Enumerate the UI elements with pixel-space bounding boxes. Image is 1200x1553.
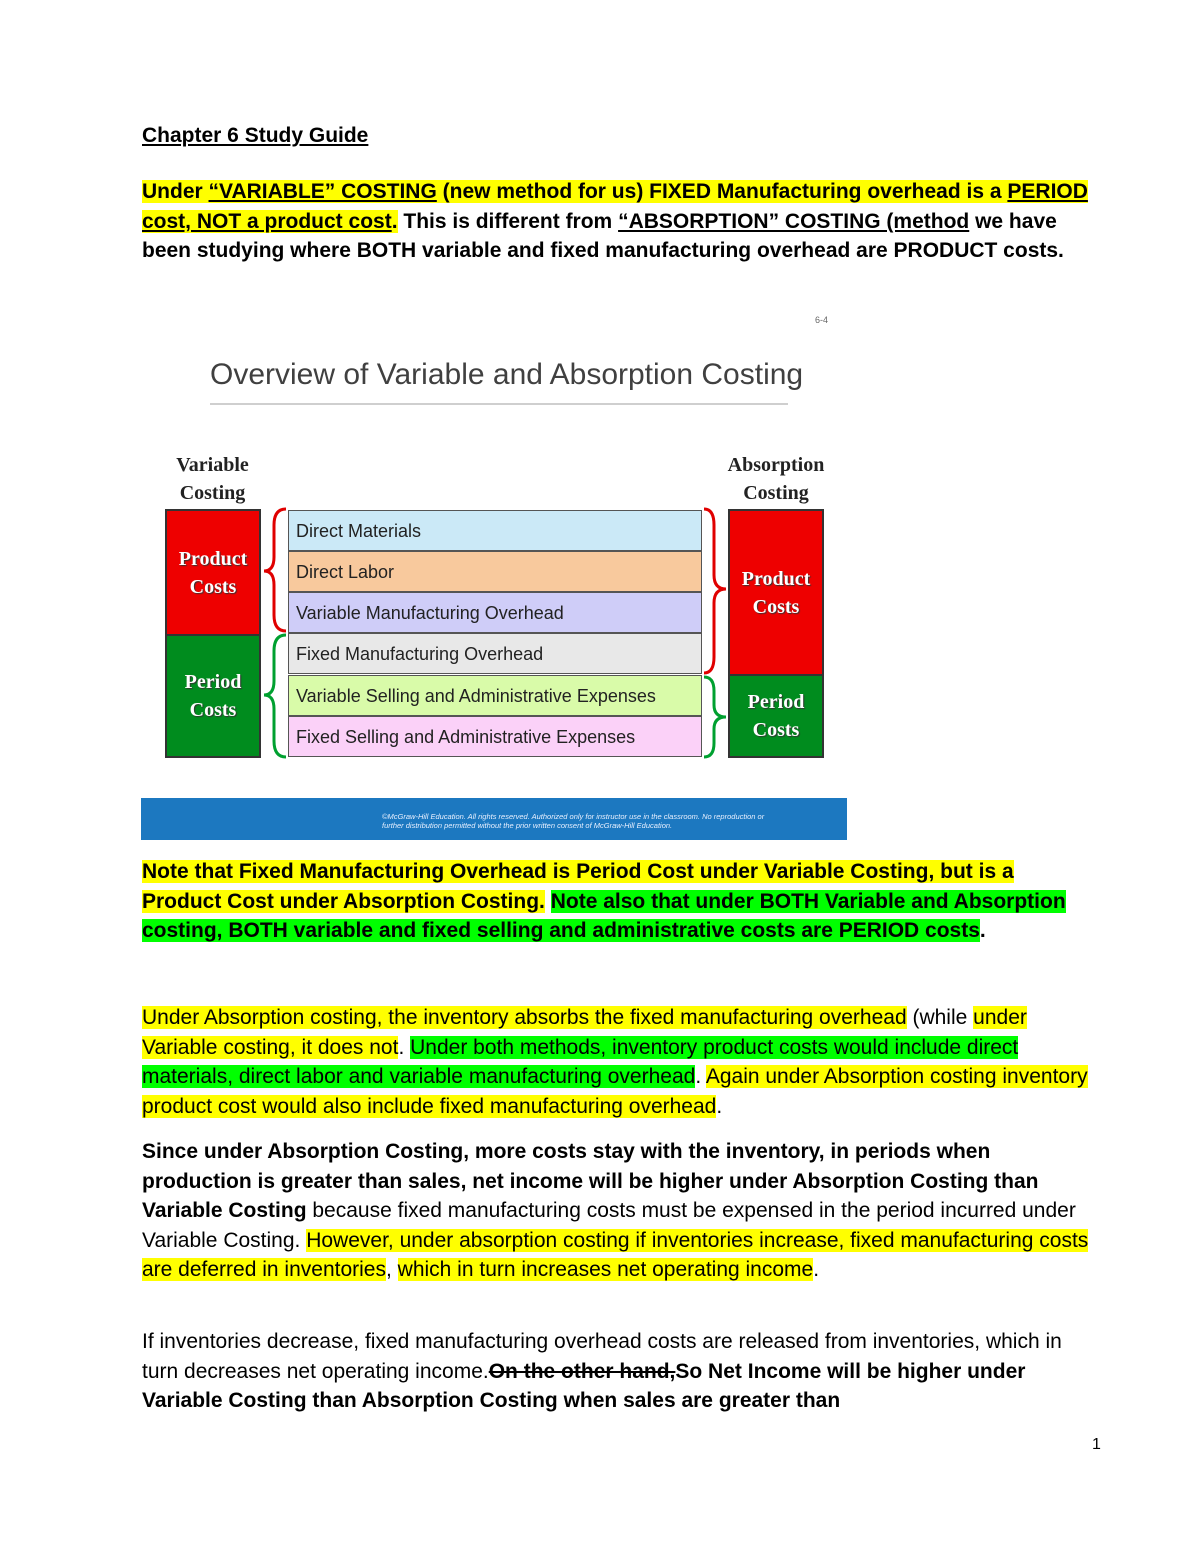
absorption-costing-term: “ABSORPTION” COSTING (method (618, 209, 970, 233)
right-product-brace (704, 509, 726, 673)
net-income-text: because fixed manufacturing costs must be expensed in the period incurred under Variable Costing. (142, 1199, 1076, 1252)
left-product-brace (264, 509, 286, 631)
slide-divider (210, 403, 788, 405)
intro-text: we have been studying where BOTH variable and fixed manufacturing overhead are PRODUCT costs. (142, 209, 1064, 263)
cost-row-fixed-selling-admin: Fixed Selling and Administrative Expenses (288, 716, 702, 757)
intro-text: Under (142, 180, 209, 203)
inventory-text: under Variable costing, it does not (142, 1006, 1027, 1059)
slide-number: 6-4 (815, 315, 829, 325)
right-braces (700, 505, 734, 765)
decrease-text: If inventories decrease, fixed manufacturing overhead costs are released from inventories, which in turn decreases net operating income. (142, 1330, 1062, 1383)
absorption-period-costs-box: Period Costs (728, 674, 824, 758)
period-cost-term: PERIOD cost, NOT a product cost (142, 180, 1088, 233)
variable-costing-heading: Variable Costing (176, 454, 249, 504)
intro-paragraph (142, 177, 1097, 266)
left-period-brace (264, 635, 286, 757)
net-income-paragraph: Since under Absorption Costing, more costs stay with the inventory, in periods when production is greater than sales, net income will be higher under Absorption Costing than Variable Costing because fixed manufacturing costs must be expensed in the period incurred under Variable Costing. However, under absorption costing if inventories increase, fixed manufacturing costs are deferred in inventories, which in turn increases net operating income. (142, 1140, 1089, 1282)
cost-row-direct-labor: Direct Labor (288, 551, 702, 592)
intro-text: . (391, 209, 398, 233)
inventory-text: Under both methods, inventory product costs would include direct materials, direct labor and variable manufacturing overhead (142, 1035, 1019, 1089)
cost-row-direct-materials: Direct Materials (288, 510, 702, 551)
net-income-text: Since under Absorption Costing, more costs stay with the inventory, in periods when production is greater than sales, net income will be higher under Absorption Costing than Variable Costing (142, 1140, 1039, 1223)
note-text: Note that Fixed Manufacturing Overhead is Period Cost under Variable Costing, but is a Product Cost under Absorption Costing. (142, 860, 1014, 913)
intro-text: This is different from (397, 209, 619, 233)
decrease-text: So Net Income will be higher under Variable Costing than Absorption Costing when sales are greater than (142, 1359, 1026, 1413)
note-paragraph (142, 857, 1097, 946)
decrease-paragraph (142, 1327, 1097, 1416)
copyright-notice: ©McGraw-Hill Education. All rights reserved. Authorized only for instructor use in the classroom. No reproduction or further distribution permitted without the prior written consent of McGraw-Hill Education. (382, 812, 765, 830)
inventory-paragraph: Under Absorption costing, the inventory absorbs the fixed manufacturing overhead (while under Variable costing, it does not. Under both methods, inventory product costs would include direct materials, direct labor and variable manufacturing overhead. Again under Absorption costing inventory product cost would also include fixed manufacturing overhead. (142, 1006, 1088, 1118)
absorption-product-costs-box: Product Costs (728, 509, 824, 676)
net-income-text: However, under absorption costing if inventories increase, fixed manufacturing costs are deferred in inventories (142, 1228, 1089, 1282)
absorption-costing-heading: Absorption Costing (727, 454, 825, 504)
variable-period-costs-box: Period Costs (165, 634, 261, 758)
page-number: 1 (1092, 1436, 1101, 1453)
inventory-text: Again under Absorption costing inventory product cost would also include fixed manufacturing overhead (142, 1065, 1088, 1118)
inventory-text: Under Absorption costing, the inventory absorbs the fixed manufacturing overhead (142, 1006, 907, 1029)
intro-text: (new method for us) FIXED Manufacturing overhead is a (436, 180, 1008, 203)
net-income-text: which in turn increases net operating income (397, 1258, 814, 1282)
note-text: . (979, 919, 986, 943)
cost-row-variable-mfg-overhead: Variable Manufacturing Overhead (288, 592, 702, 633)
right-period-brace (704, 677, 726, 757)
left-braces (258, 505, 292, 765)
struck-text: On the other hand, (488, 1359, 676, 1383)
page-title: Chapter 6 Study Guide (142, 124, 369, 147)
variable-product-costs-box: Product Costs (165, 509, 261, 636)
cost-row-variable-selling-admin: Variable Selling and Administrative Expenses (288, 675, 702, 716)
variable-costing-term: “VARIABLE” COSTING (208, 180, 437, 203)
note-text: Note also that under BOTH Variable and Absorption costing, BOTH variable and fixed selling and administrative costs are PERIOD costs (142, 889, 1066, 943)
slide-title: Overview of Variable and Absorption Costing (210, 358, 804, 391)
cost-row-fixed-mfg-overhead: Fixed Manufacturing Overhead (288, 633, 702, 674)
